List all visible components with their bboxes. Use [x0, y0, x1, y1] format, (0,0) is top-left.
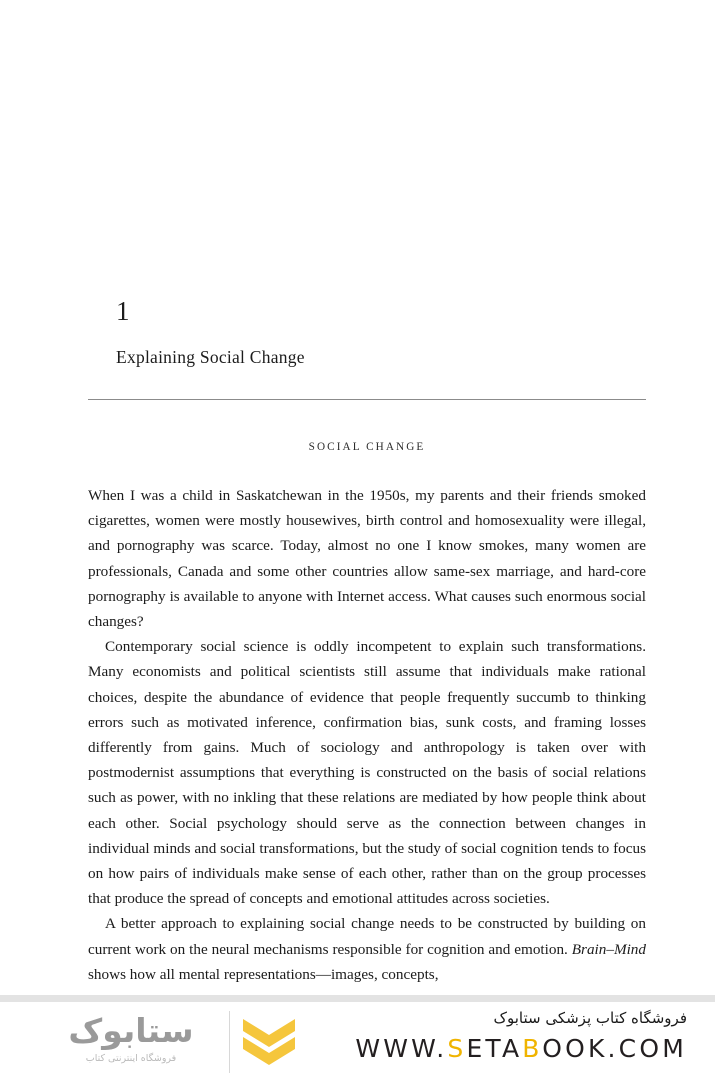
paragraph-3-tail: shows how all mental representations—images, concepts, — [88, 965, 439, 983]
footer-headline-fa: فروشگاه کتاب پزشکی ستابوک — [493, 1009, 687, 1027]
book-title-italic: Brain–Mind — [571, 940, 646, 958]
paragraph-3 — [88, 911, 646, 987]
logo-divider — [229, 1011, 230, 1073]
url-accent-b: B — [522, 1034, 543, 1063]
url-part-www: WWW. — [355, 1034, 448, 1063]
url-accent-s: S — [447, 1034, 467, 1063]
url-part-ook-com: OOK.COM — [542, 1034, 687, 1063]
footer-top-strip — [0, 995, 715, 1002]
chapter-title: Explaining Social Change — [116, 347, 305, 367]
body-text — [88, 483, 646, 987]
section-heading: SOCIAL CHANGE — [308, 441, 426, 453]
paragraph-1: When I was a child in Saskatchewan in the 1950s, my parents and their friends smoked cigarettes, women were mostly housewives, birth control and homosexuality were illegal, and pornography was scarce. Today, almost no one I know smokes, many women are professionals, Canada and some other countries allow same-sex marriage, and hard-core pornography is available to anyone with Internet access. What causes such enormous social changes? — [88, 487, 646, 631]
footer-url[interactable] — [287, 1032, 687, 1066]
logo-tagline-text: فروشگاه اینترنتی کتاب — [85, 1053, 177, 1064]
chapter-number: 1 — [116, 296, 130, 326]
footer-text-block — [287, 1004, 687, 1066]
logo-wordmark-text: ستابوک — [68, 1011, 194, 1050]
paragraph-3-lead: A better approach to explaining social change needs to be constructed by building on current work on the neural mechanisms responsible for cognition and emotion. — [88, 915, 646, 958]
url-part-eta: ETA — [466, 1034, 523, 1063]
title-divider-rule — [88, 399, 646, 400]
footer-inner — [0, 1002, 715, 1080]
footer-banner — [0, 995, 715, 1080]
setabook-logo[interactable] — [33, 1007, 288, 1077]
paragraph-2: Contemporary social science is oddly incompetent to explain such transformations. Many economists and political scientists still assume that individuals make rational choices, despite the abundance of evidence that people frequently succumb to thinking errors such as motivated inference, confirmation bias, sunk costs, and framing losses differently from gains. Much of sociology and anthropology is taken over with postmodernist assumptions that everything is constructed on the basis of social relations such as power, with no inkling that these relations are mediated by how people think about each other. Social psychology should serve as the connection between changes in individual minds and social transformations, but the study of social cognition tends to focus on how pairs of individuals make sense of each other, rather than on the group processes that produce the spread of concepts and emotional attitudes across societies. — [88, 638, 646, 908]
